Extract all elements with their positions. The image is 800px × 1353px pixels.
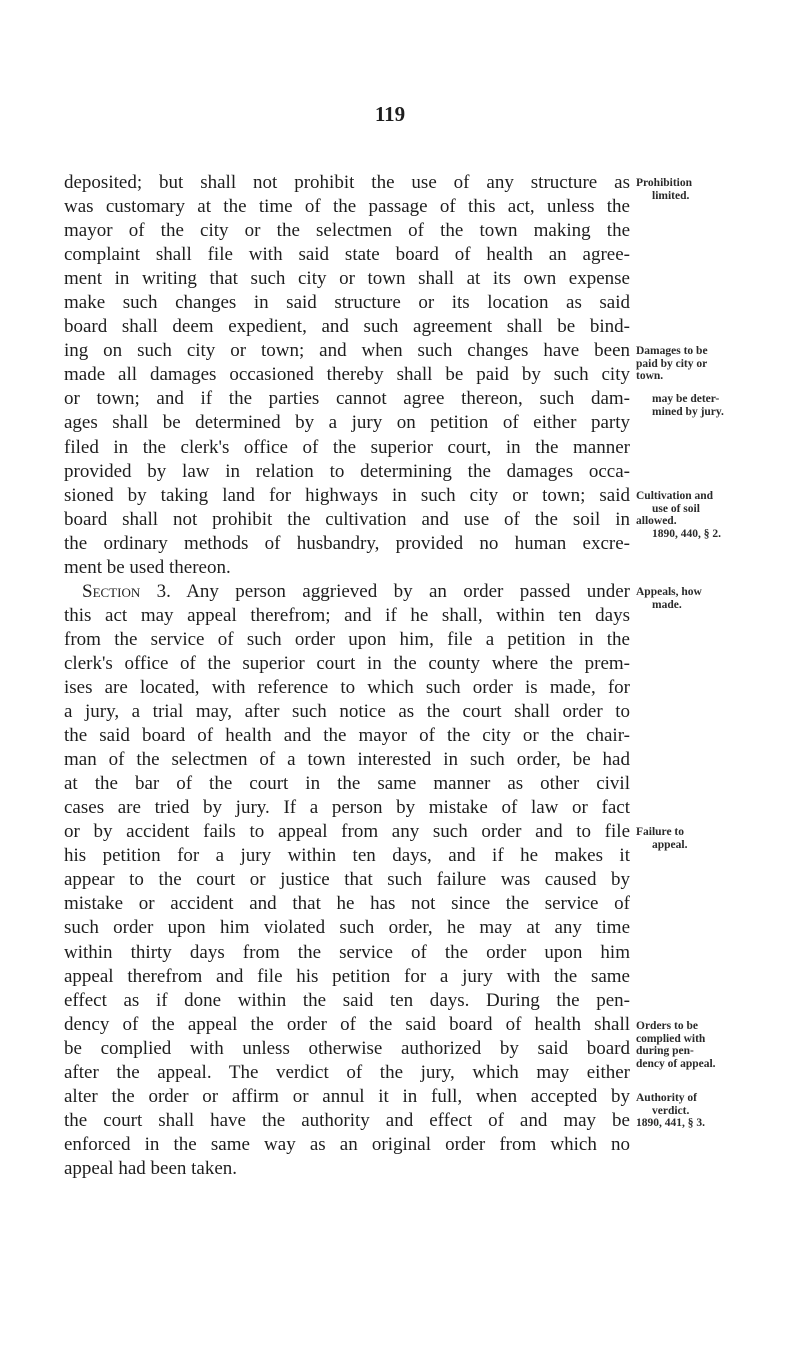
body-line: man of the selectmen of a town interested in such order, be had — [64, 749, 630, 771]
margin-note-prohibition-limited: Prohibition limited. — [636, 177, 693, 202]
body-text — [64, 171, 630, 1181]
body-line: provided by law in relation to determining the damages occa- — [64, 460, 630, 482]
body-line: his petition for a jury within ten days, and if he makes it — [64, 845, 630, 867]
body-line: deposited; but shall not prohibit the use of any structure as — [64, 172, 630, 193]
body-line: dency of the appeal the order of the said board of health shall — [64, 1013, 630, 1035]
body-line: enforced in the same way as an original order from which no — [64, 1133, 630, 1155]
body-line: or town; and if the parties cannot agree thereon, such dam- — [64, 388, 630, 410]
margin-note-appeals: Appeals, how made. — [636, 586, 702, 611]
body-line: the said board of health and the mayor of the city or the chair- — [64, 725, 630, 747]
margin-note-determined-by-jury: may be deter- mined by jury. — [652, 393, 724, 418]
body-line: ment in writing that such city or town shall at its own expense — [64, 268, 630, 290]
section-heading: Section 3. — [82, 580, 171, 602]
section-3-first-line — [64, 580, 630, 604]
body-line: appeal had been taken. — [64, 1157, 238, 1179]
margin-note-failure-to-appeal: Failure to appeal. — [636, 826, 688, 851]
body-line: board shall not prohibit the cultivation and use of the soil in — [64, 508, 630, 530]
body-line: was customary at the time of the passage of this act, unless the — [64, 196, 630, 218]
body-line: appear to the court or justice that such failure was caused by — [64, 869, 630, 891]
body-line: made all damages occasioned thereby shall be paid by such city — [64, 364, 630, 386]
body-line: the court shall have the authority and effect of and may be — [64, 1109, 630, 1131]
body-line: this act may appeal therefrom; and if he shall, within ten days — [64, 604, 630, 626]
body-line: be complied with unless otherwise authorized by said board — [64, 1037, 630, 1059]
body-line: from the service of such order upon him, file a petition in the — [64, 628, 630, 650]
body-line: filed in the clerk's office of the superior court, in the manner — [64, 436, 630, 458]
body-line: appeal therefrom and file his petition for a jury with the same — [64, 965, 630, 987]
body-line: such order upon him violated such order, he may at any time — [64, 917, 630, 939]
body-line: alter the order or affirm or annul it in full, when accepted by — [64, 1085, 630, 1107]
body-line: ment be used thereon. — [64, 556, 231, 578]
body-line: effect as if done within the said ten days. During the pen- — [64, 989, 630, 1011]
margin-note-orders-complied: Orders to be complied with during pen- dency of appeal. — [636, 1020, 716, 1070]
body-line: ing on such city or town; and when such changes have been — [64, 340, 630, 362]
body-line: ises are located, with reference to which such order is made, for — [64, 676, 630, 698]
body-line: ages shall be determined by a jury on petition of either party — [64, 412, 630, 434]
body-line: within thirty days from the service of the order upon him — [64, 941, 630, 963]
body-line: clerk's office of the superior court in the county where the prem- — [64, 652, 630, 674]
margin-note-damages-paid: Damages to be paid by city or town. — [636, 345, 708, 382]
body-line: the ordinary methods of husbandry, provided no human excre- — [64, 532, 630, 554]
margin-note-authority-of-verdict: Authority of verdict. 1890, 441, § 3. — [636, 1092, 705, 1129]
body-line: or by accident fails to appeal from any such order and to file — [64, 821, 630, 843]
body-line: at the bar of the court in the same manner as other civil — [64, 773, 630, 795]
margin-note-cultivation-allowed: Cultivation and use of soil allowed. 1890, 440, § 2. — [636, 490, 721, 540]
body-line: after the appeal. The verdict of the jury, which may either — [64, 1061, 630, 1083]
body-line: Any person aggrieved by an order passed under — [186, 580, 631, 602]
body-line: sioned by taking land for highways in such city or town; said — [64, 484, 630, 506]
body-line: mistake or accident and that he has not since the service of — [64, 893, 630, 915]
body-line: complaint shall file with said state board of health an agree- — [64, 244, 630, 266]
page-number: 119 — [374, 102, 406, 126]
body-line: board shall deem expedient, and such agreement shall be bind- — [64, 316, 630, 338]
body-line: a jury, a trial may, after such notice as the court shall order to — [64, 701, 630, 723]
body-line: mayor of the city or the selectmen of the town making the — [64, 220, 630, 242]
body-line: make such changes in said structure or its location as said — [64, 292, 630, 314]
body-line: cases are tried by jury. If a person by mistake of law or fact — [64, 797, 630, 819]
